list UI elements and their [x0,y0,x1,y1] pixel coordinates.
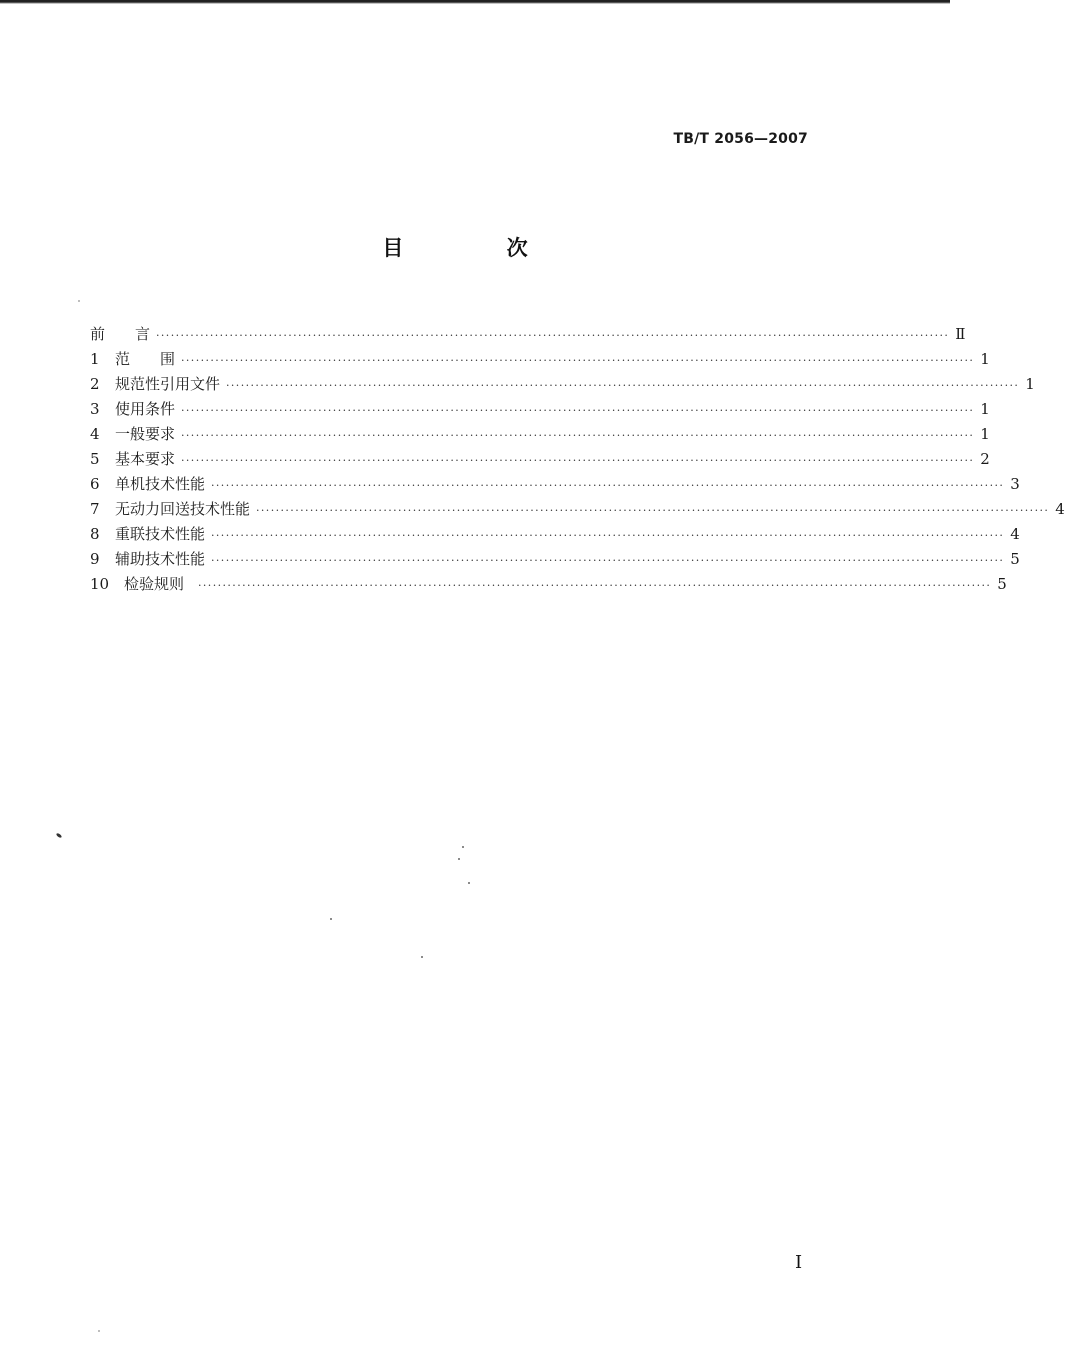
scan-speck [468,882,470,884]
scan-speck [458,858,460,860]
toc-entry-number: 6 [90,475,100,493]
toc-entry-label: 无动力回送技术性能 [115,500,251,518]
toc-entry-number: 10 [90,575,110,593]
toc-entry-page: 2 [980,450,990,468]
toc-entry-number: 5 [90,450,100,468]
toc-leader-dots: ·································································································································································· [211,529,1005,542]
toc-entry-page: 1 [980,350,990,368]
toc-entry-multiple-unit-performance[interactable] [90,522,1020,547]
toc-entry-page: 3 [1010,475,1020,493]
toc-leader-dots: ·································································································································································· [156,329,950,342]
toc-entry-normative-references[interactable] [90,372,1035,397]
toc-leader-dots: ·································································································································································· [198,579,992,592]
scan-speck [462,846,464,848]
toc-entry-label: 规范性引用文件 [115,375,221,393]
page-number: I [795,1252,803,1273]
toc-entry-page: 5 [997,575,1007,593]
toc-leader-dots: ·································································································································································· [181,354,975,367]
toc-entry-foreword[interactable] [90,322,966,347]
toc-entry-label: 基本要求 [115,450,176,468]
toc-entry-label: 辅助技术性能 [115,550,206,568]
toc-entry-dead-haulage-performance[interactable] [90,497,1065,522]
scan-speck [98,1330,100,1332]
table-of-contents [90,322,1065,597]
toc-entry-general-requirements[interactable] [90,422,990,447]
toc-entry-page: 5 [1010,550,1020,568]
toc-entry-scope[interactable] [90,347,990,372]
toc-entry-label: 使用条件 [115,400,176,418]
toc-entry-number: 7 [90,500,100,518]
toc-entry-page: 4 [1010,525,1020,543]
toc-leader-dots: ·································································································································································· [211,554,1005,567]
toc-entry-inspection-rules[interactable] [90,572,1007,597]
toc-entry-label: 重联技术性能 [115,525,206,543]
scan-speck [78,300,80,302]
toc-entry-page: 1 [1025,375,1035,393]
scan-speck [56,833,63,839]
toc-entry-page: Ⅱ [955,325,966,343]
toc-entry-page: 4 [1055,500,1065,518]
toc-entry-page: 1 [980,425,990,443]
scan-speck [330,918,332,920]
toc-entry-operating-conditions[interactable] [90,397,990,422]
toc-title: 目 次 [382,236,576,260]
top-rule [0,0,950,4]
toc-entry-page: 1 [980,400,990,418]
toc-leader-dots: ·································································································································································· [211,479,1005,492]
toc-leader-dots: ·································································································································································· [256,504,1050,517]
toc-entry-label: 前 言 [90,325,151,343]
toc-leader-dots: ·································································································································································· [181,454,975,467]
toc-entry-single-unit-performance[interactable] [90,472,1020,497]
toc-entry-label: 一般要求 [115,425,176,443]
toc-entry-label: 单机技术性能 [115,475,206,493]
toc-entry-number: 9 [90,550,100,568]
toc-entry-number: 8 [90,525,100,543]
toc-leader-dots: ·································································································································································· [181,404,975,417]
toc-entry-number: 1 [90,350,100,368]
scan-speck [421,956,423,958]
toc-leader-dots: ·································································································································································· [181,429,975,442]
toc-entry-number: 2 [90,375,100,393]
toc-entry-label: 范 围 [115,350,176,368]
toc-entry-label: 检验规则 [124,575,185,593]
toc-entry-number: 3 [90,400,100,418]
toc-entry-number: 4 [90,425,100,443]
document-code: TB/T 2056—2007 [673,131,808,147]
toc-entry-auxiliary-performance[interactable] [90,547,1020,572]
toc-leader-dots: ·································································································································································· [226,379,1020,392]
toc-entry-basic-requirements[interactable] [90,447,990,472]
